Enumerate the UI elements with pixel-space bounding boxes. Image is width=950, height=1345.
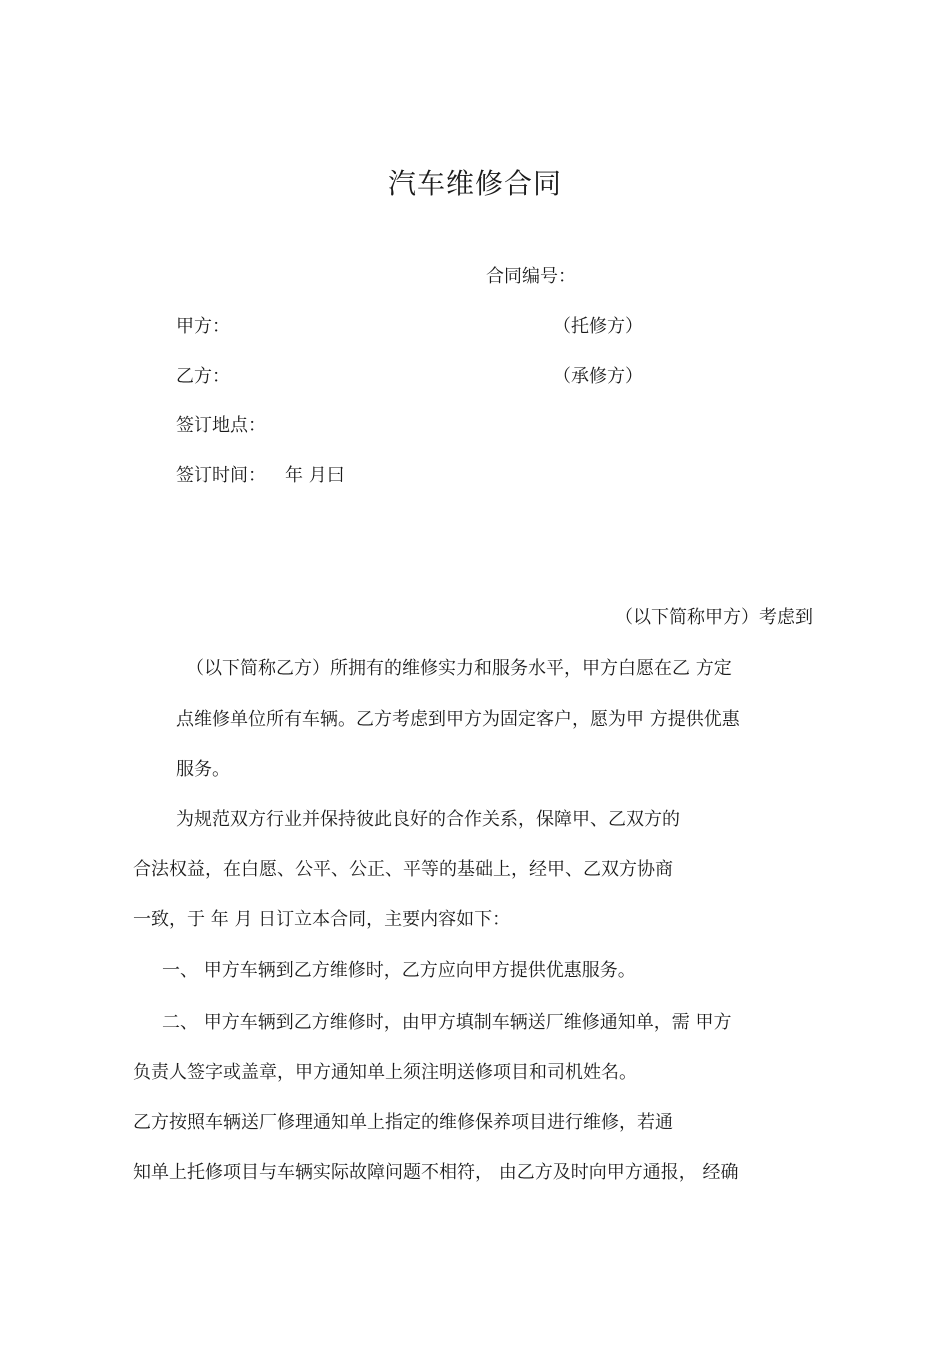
body-line: 点维修单位所有车辆。乙方考虑到甲方为固定客户，愿为甲 方提供优惠 (176, 709, 740, 730)
contract-number-label: 合同编号： (486, 266, 576, 287)
body-line: 负责人签字或盖章，甲方通知单上须注明送修项目和司机姓名。 (133, 1062, 637, 1083)
party-b-label: 乙方： (176, 366, 230, 387)
body-line: 合法权益，在白愿、公平、公正、平等的基础上，经甲、乙双方协商 (133, 859, 673, 880)
party-a-role: （托修方） (553, 316, 643, 337)
body-line: （以下简称乙方）所拥有的维修实力和服务水平，甲方白愿在乙 方定 (186, 658, 732, 679)
document-title: 汽车维修合同 (387, 167, 562, 200)
body-line: 服务。 (176, 759, 230, 780)
sign-time-label: 签订时间： (176, 465, 266, 486)
clause-one: 一、 甲方车辆到乙方维修时，乙方应向甲方提供优惠服务。 (162, 960, 636, 981)
body-line: 知单上托修项目与车辆实际故障问题不相符， 由乙方及时向甲方通报， 经确 (133, 1162, 739, 1183)
sign-place-label: 签订地点： (176, 415, 266, 436)
party-a-label: 甲方： (176, 316, 230, 337)
clause-two: 二、 甲方车辆到乙方维修时，由甲方填制车辆送厂维修通知单，需 甲方 (162, 1012, 732, 1033)
body-line: 为规范双方行业并保持彼此良好的合作关系，保障甲、乙双方的 (176, 809, 680, 830)
body-line: 一致，于 年 月 日订立本合同，主要内容如下： (133, 909, 511, 930)
sign-time-value: 年 月曰 (285, 465, 345, 486)
body-line: 乙方按照车辆送厂修理通知单上指定的维修保养项目进行维修，若通 (133, 1112, 673, 1133)
body-line: （以下简称甲方）考虑到 (615, 607, 813, 628)
party-b-role: （承修方） (553, 366, 643, 387)
